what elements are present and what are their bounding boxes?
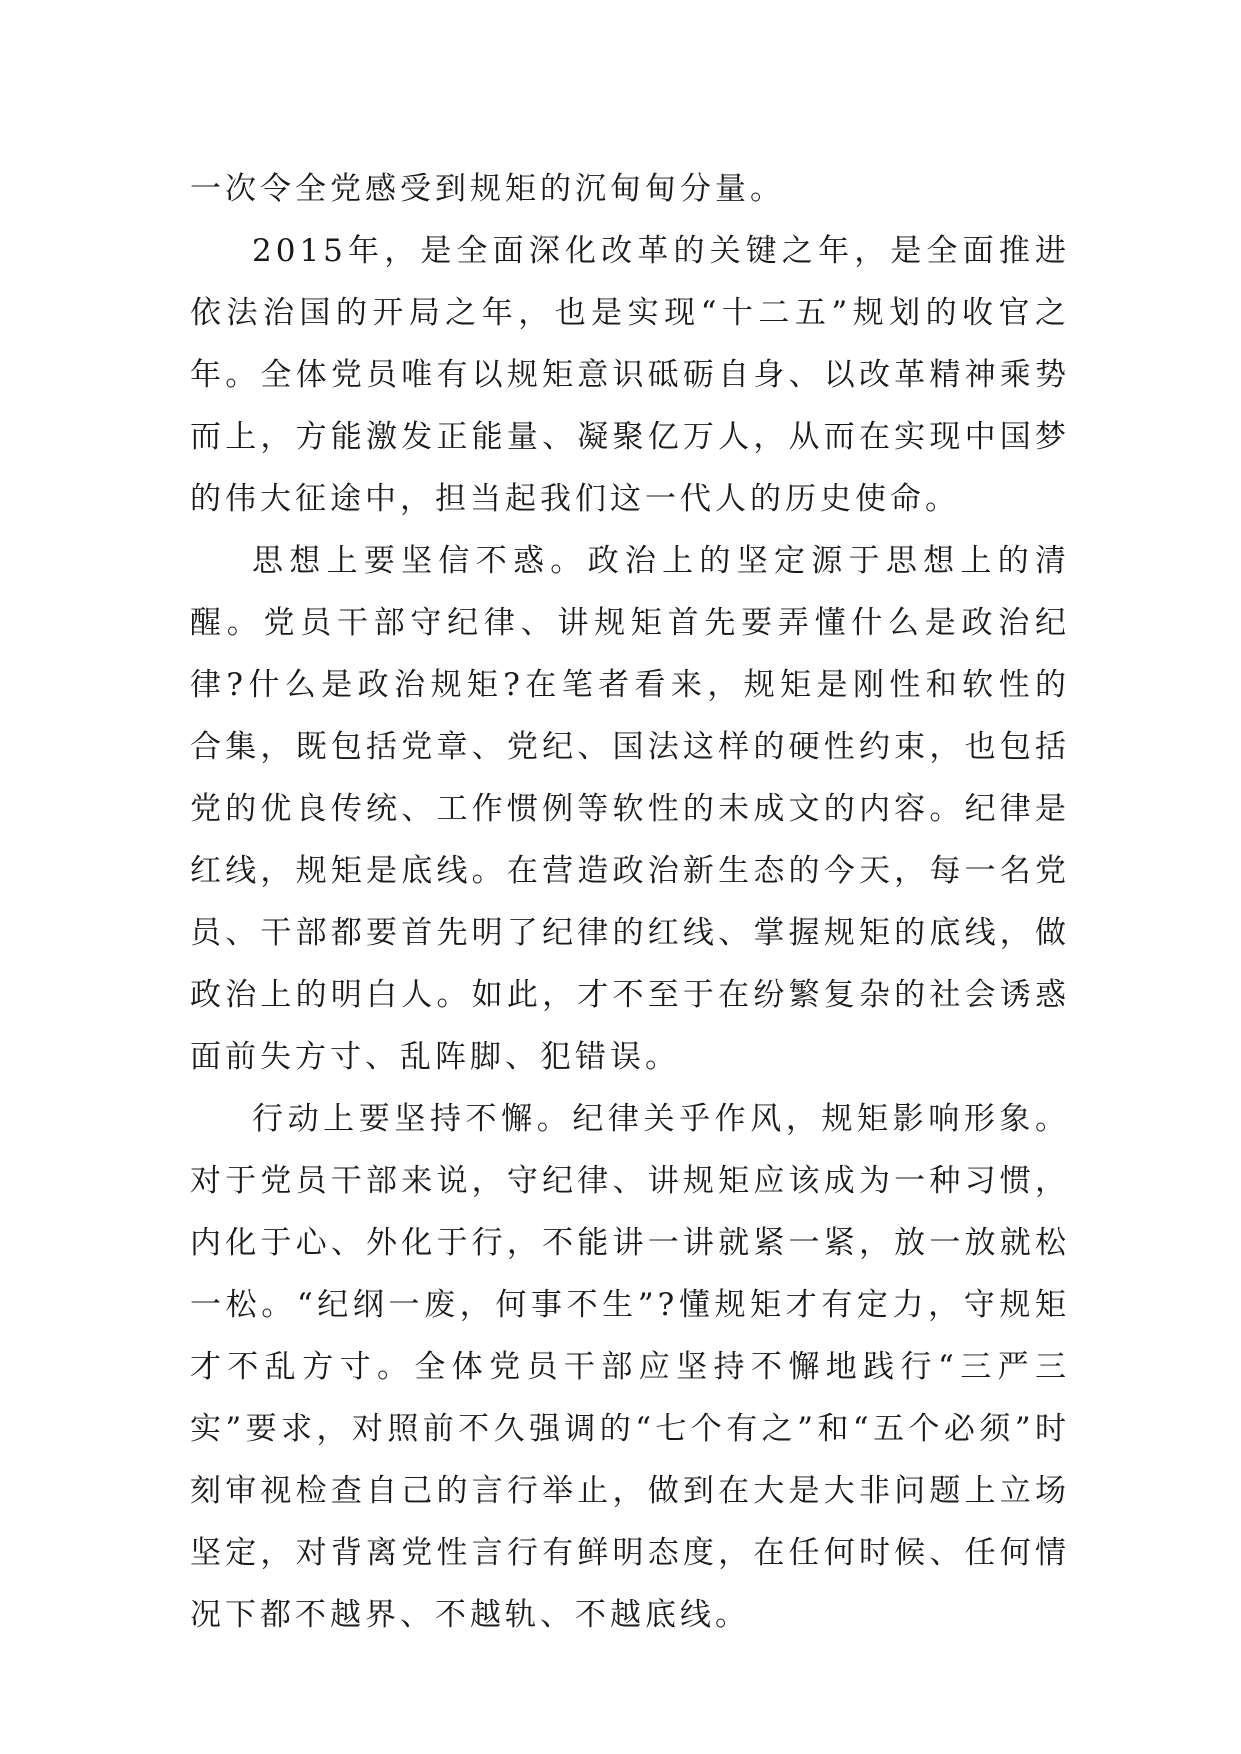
paragraph-continuation: 一次令全党感受到规矩的沉甸甸分量。 (190, 171, 785, 207)
paragraph-2015: 2015年，是全面深化改革的关键之年，是全面推进依法治国的开局之年，也是实现“十二五”规划的收官之年。全体党员唯有以规矩意识砥砺自身、以改革精神乘势而上，方能激发正能量、凝聚亿万人，从而在实现中国梦的伟大征途中，担当起我们这一代人的历史使命。 (190, 233, 1070, 517)
paragraph-thought: 思想上要坚信不惑。政治上的坚定源于思想上的清醒。党员干部守纪律、讲规矩首先要弄懂什么是政治纪律?什么是政治规矩?在笔者看来，规矩是刚性和软性的合集，既包括党章、党纪、国法这样的硬性约束，也包括党的优良传统、工作惯例等软性的未成文的内容。纪律是红线，规矩是底线。在营造政治新生态的今天，每一名党员、干部都要首先明了纪律的红线、掌握规矩的底线，做政治上的明白人。如此，才不至于在纷繁复杂的社会诱惑面前失方寸、乱阵脚、犯错误。 (190, 543, 1070, 1075)
body-text (190, 158, 1070, 1646)
paragraph-action: 行动上要坚持不懈。纪律关乎作风，规矩影响形象。对于党员干部来说，守纪律、讲规矩应该成为一种习惯，内化于心、外化于行，不能讲一讲就紧一紧，放一放就松一松。“纪纲一废，何事不生”?懂规矩才有定力，守规矩才不乱方寸。全体党员干部应坚持不懈地践行“三严三实”要求，对照前不久强调的“七个有之”和“五个必须”时刻审视检查自己的言行举止，做到在大是大非问题上立场坚定，对背离党性言行有鲜明态度，在任何时候、任何情况下都不越界、不越轨、不越底线。 (190, 1101, 1070, 1633)
